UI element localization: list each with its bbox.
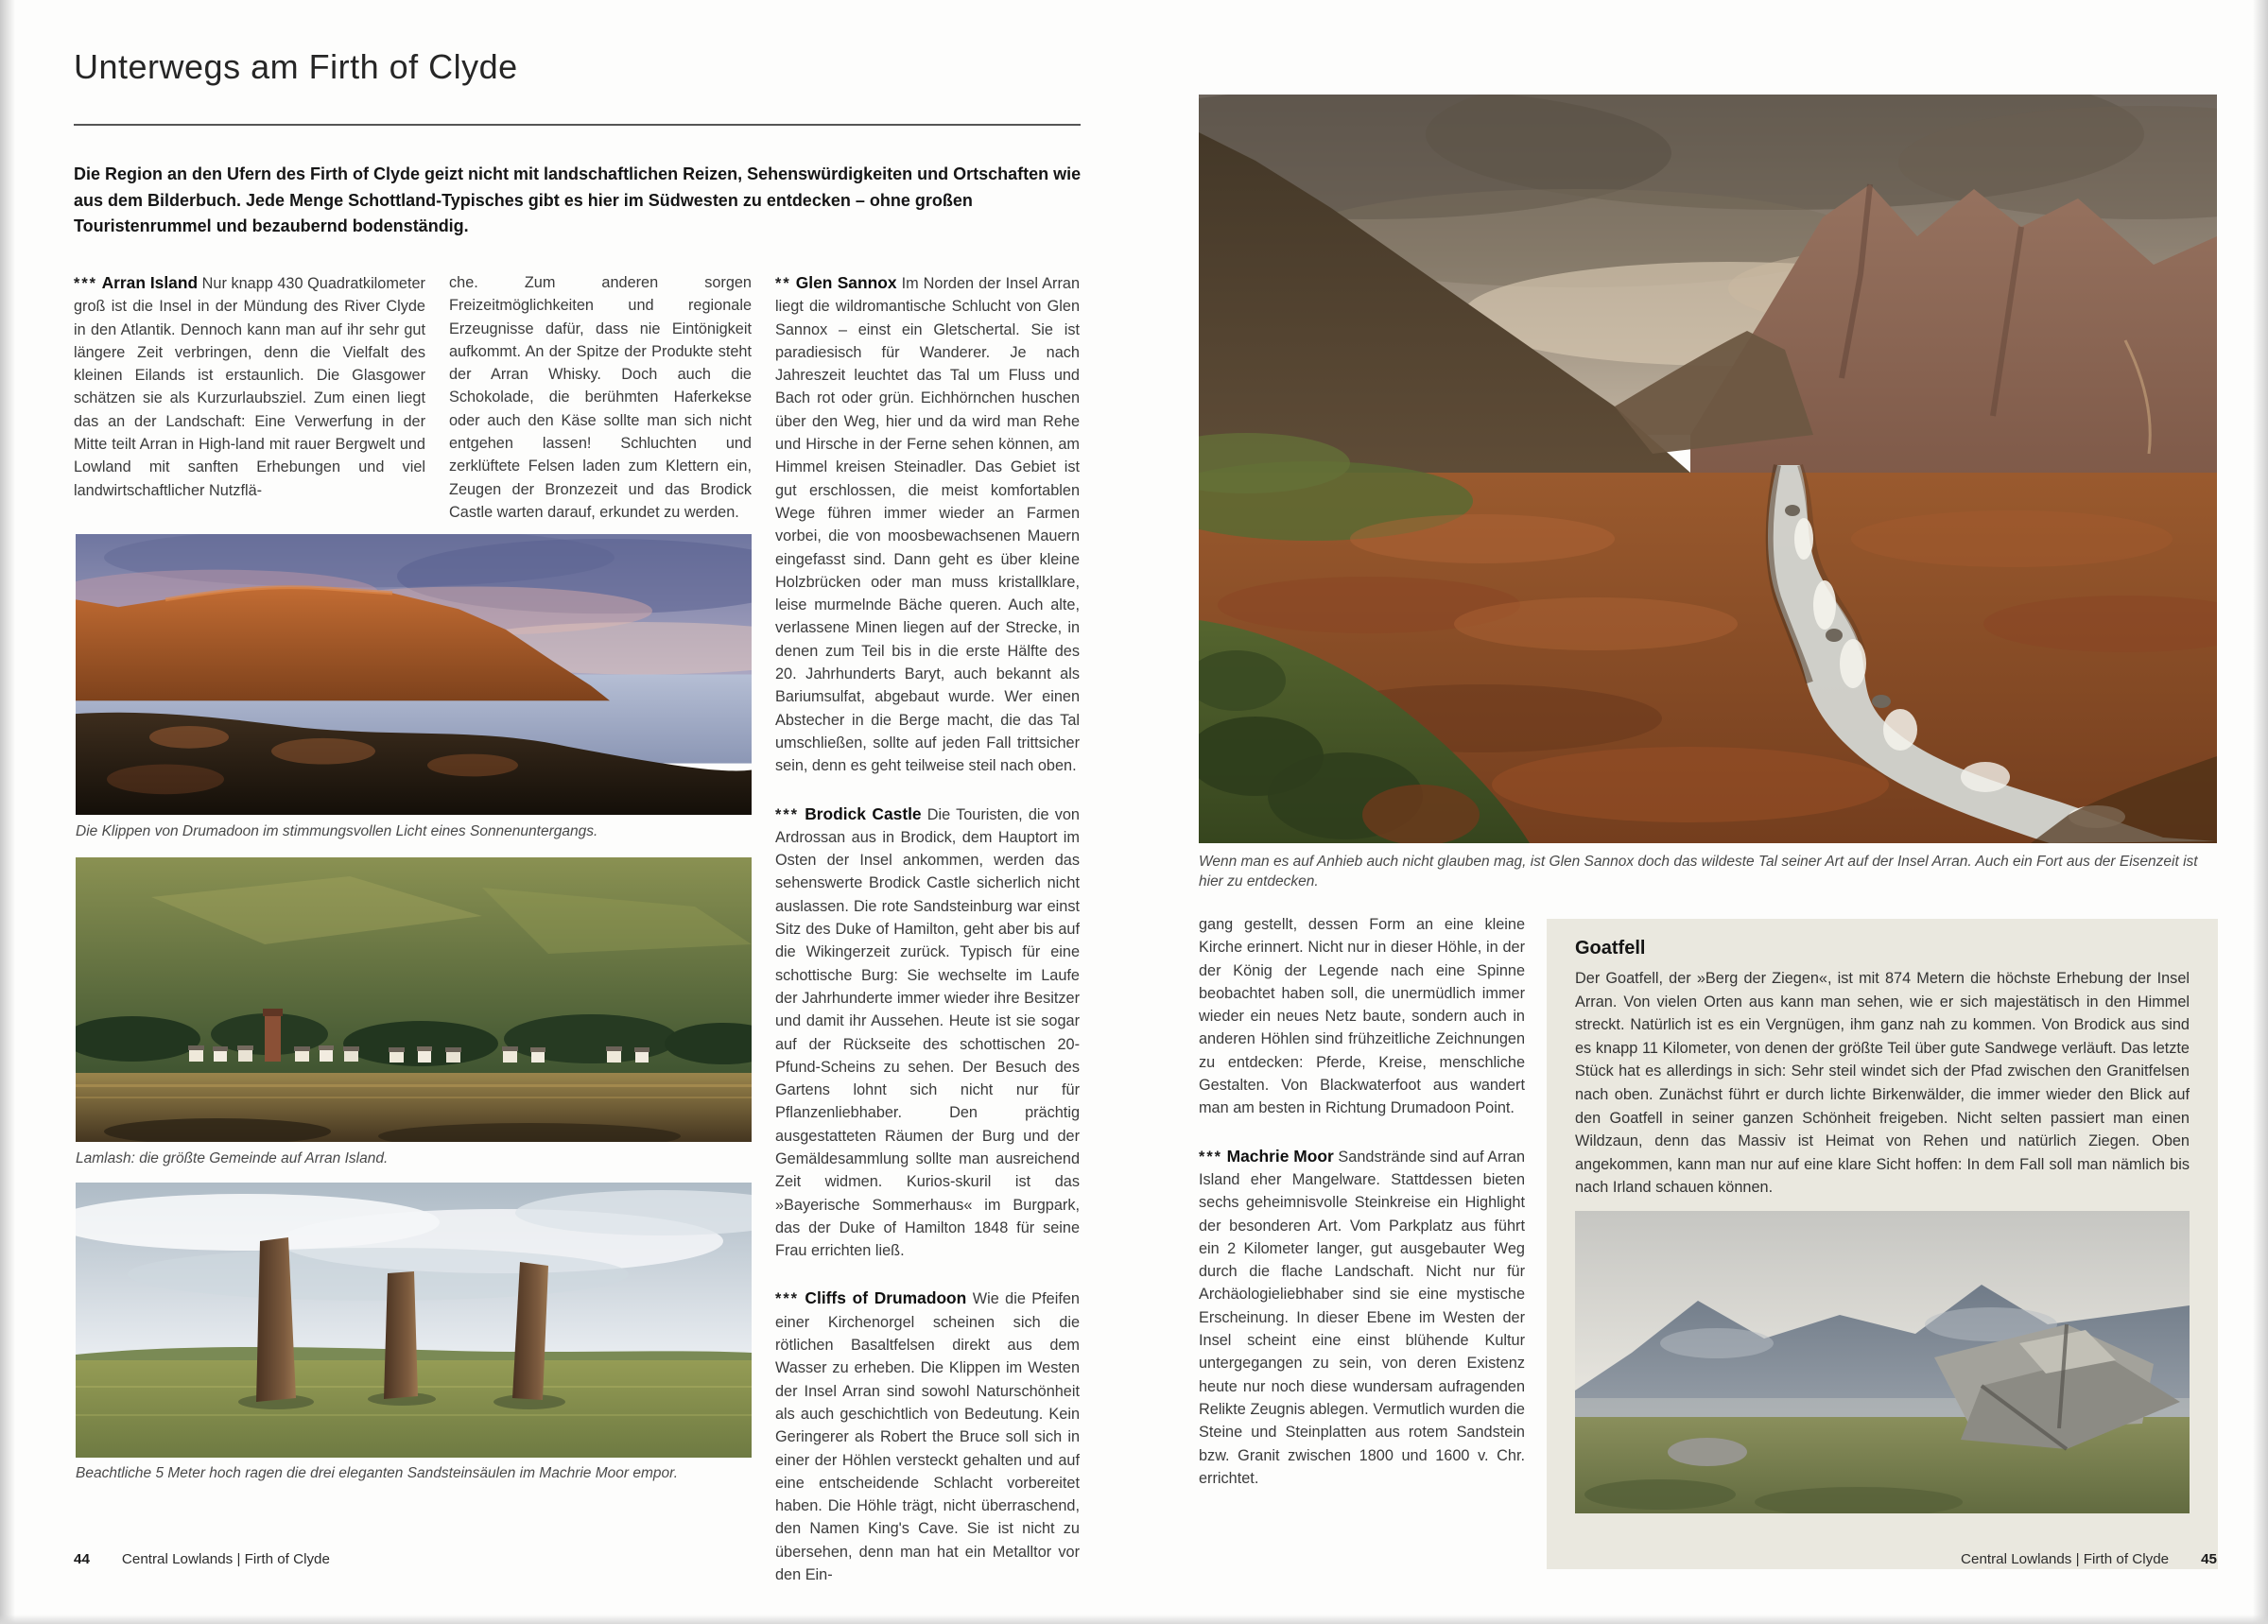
- box-text: Der Goatfell, der »Berg der Ziegen«, ist mit 874 Metern die höchste Erhebung der Insel Arran. Von vielen Orten aus kann man sehen, wie er sich majestätisch in den Himmel streckt. Natürlich ist es ein Vergnügen, ihm ganz nah zu kommen. Von Brodick aus sind es knapp 11 Kilometer, von denen der größte Teil über gute Sandwege verläuft. Das letzte Stück hat es allerdings in sich: Sehr steil windet sich der Pfad zwischen den Granitfelsen nach oben. Zunächst führt er durch lichte Birkenwälder, die immer wieder den Blick auf den Goatfell in seiner ganzen Schönheit freigeben. Nicht selten passiert man einen Wildzaun, denn das Massiv ist Heimat von Rehen und natürlich Ziegen. Oben angekommen, kann man nur auf eine klare Sicht hoffen: In dem Fall soll man nämlich bis nach Irland schauen können.: [1575, 970, 2190, 1197]
- article-brodick-castle: [775, 803, 1080, 1263]
- caption-machrie: Beachtliche 5 Meter hoch ragen die drei eleganten Sandsteinsäulen im Machrie Moor empor.: [76, 1465, 679, 1481]
- article-machrie-moor: [1199, 1145, 1525, 1490]
- page-number-left: 44: [74, 1551, 90, 1567]
- caption-lamlash: Lamlash: die größte Gemeinde auf Arran Island.: [76, 1150, 389, 1166]
- section-label-left: Central Lowlands | Firth of Clyde: [121, 1551, 330, 1567]
- article-text: Die Touristen, die von Ardrossan aus in Brodick, dem Hauptort im Osten der Insel ankommen, werden das sehenswerte Brodick Castle sicherlich nicht auslassen. Die rote Sandsteinburg war einst Sitz des Duke of Hamilton, geht aber bis auf die Wikingerzeit zurück. Typisch für eine schottische Burg: Sie wechselte im Laufe der Jahrhunderte immer wieder ihre Besitzer und damit ihr Aussehen. Heute ist sie sogar auf der Rückseite des schottischen 20-Pfund-Scheins zu sehen. Der Besuch des Gartens lohnt sich nicht nur für Pflanzenliebhaber. Den prächtig ausgestatteten Räumen der Burg und der Gemäldesammlung sollte man ausreichend Zeit widmen. Kurios-skuril ist das »Bayerische Sommerhaus« im Burgpark, das der Duke of Hamilton 1848 für seine Frau errichten ließ.: [775, 805, 1080, 1260]
- section-label-right: Central Lowlands | Firth of Clyde: [1961, 1551, 2170, 1567]
- caption-glen-sannox: Wenn man es auf Anhieb auch nicht glauben mag, ist Glen Sannox doch das wildeste Tal seiner Art auf der Insel Arran. Auch ein Fort aus der Eisenzeit ist hier zu entdecken.: [1199, 854, 2198, 890]
- article-text: Wie die Pfeifen einer Kirchenorgel scheinen sich die rötlichen Basaltfelsen direkt aus dem Wasser zu erheben. Die Klippen im Westen der Insel Arran sind sowohl Naturschönheit als auch geschichtlich von Bedeutung. Kein Geringerer als Robert the Bruce soll sich in einer der Höhlen versteckt gehalten und auf eine entscheidende Schlacht vorbereitet haben. Die Höhle trägt, nicht überraschend, den Namen King's Cave. Sie ist nicht zu übersehen, denn man hat ein Metalltor vor den Ein-: [775, 1290, 1080, 1584]
- photo-machrie-moor-stones-image: [76, 1183, 752, 1458]
- text-column-3: [775, 271, 1080, 1611]
- article-text: Nur knapp 430 Quadratkilometer groß ist die Insel in der Mündung des River Clyde in den Atlantik. Dennoch kann man auf ihr sehr gut längere Zeit verbringen, denn die Vielfalt des kleinen Eilands ist erstaunlich. Die Glasgower schätzen sie als Kurzurlaubsziel. Zum einen liegt das an der Landschaft: Eine Verwerfung in der Mitte teilt Arran in High-land mit rauer Bergwelt und Lowland mit sanften Erhebungen und viel landwirtschaftlicher Nutzflä-: [74, 275, 425, 499]
- rating-stars: ***: [74, 275, 98, 292]
- article-glen-sannox: [775, 271, 1080, 778]
- box-heading: Goatfell: [1575, 938, 1646, 959]
- rating-stars: ***: [775, 805, 800, 823]
- rating-stars: ***: [775, 1290, 800, 1308]
- text-column-2: [449, 271, 752, 548]
- rating-stars: ***: [1199, 1148, 1223, 1166]
- photo-goatfell-summit: [1575, 1211, 2190, 1513]
- article-kings-cave-continued: [1199, 913, 1525, 1120]
- page-edge-left: [0, 0, 15, 1624]
- photo-glen-sannox-valley-image: [1199, 95, 2217, 843]
- article-arran-island-continued: [449, 271, 752, 524]
- photo-goatfell-summit-image: [1575, 1211, 2190, 1513]
- article-heading: Cliffs of Drumadoon: [805, 1288, 967, 1308]
- article-text: Im Norden der Insel Arran liegt die wildromantische Schlucht von Glen Sannox – einst ein Gletschertal. Sie ist paradiesisch für Wanderer. Je nach Jahreszeit leuchtet das Tal um Fluss und Bach rot oder grün. Eichhörnchen huschen über den Weg, hier und da wird man Rehe und Hirsche in der Ferne sehen können, am Himmel kreisen Steinadler. Das Gebiet ist gut erschlossen, die meist komfortablen Wege führen immer wieder an Farmen vorbei, die von moosbewachsenen Mauern eingefasst sind. Dann geht es über kleine Holzbrücken oder man muss kristallklare, leise murmelnde Bäche queren. Auch alte, verlassene Minen liegen auf der Strecke, in denen zum Teil bis in die erste Hälfte des 20. Jahrhunderts Baryt, auch bekannt als Bariumsulfat, abgebaut wurde. Wer einen Abstecher in die Berge macht, die das Tal umschließen, sollte auf jeden Fall trittsicher sein, denn es geht teilweise steil nach oben.: [775, 275, 1080, 775]
- photo-lamlash-village-image: [76, 857, 752, 1142]
- article-text: che. Zum anderen sorgen Freizeitmöglichkeiten und regionale Erzeugnisse dafür, dass nie Eintönigkeit aufkommt. An der Spitze der Produkte steht der Arran Whisky. Doch auch die Schokolade, die berühmten Haferkekse oder auch den Käse sollte man sich nicht entgehen lassen! Schluchten und zerklüftete Felsen laden zum Klettern ein, Zeugen der Bronzezeit und das Brodick Castle warten darauf, erkundet zu werden.: [449, 274, 752, 521]
- article-cliffs-of-drumadoon: [775, 1287, 1080, 1586]
- article-heading: Brodick Castle: [805, 803, 922, 823]
- article-heading: Glen Sannox: [795, 273, 897, 292]
- page-number-right: 45: [2201, 1551, 2217, 1567]
- photo-drumadoon-cliffs: [76, 534, 752, 815]
- title-rule: [74, 124, 1081, 126]
- intro-paragraph: Die Region an den Ufern des Firth of Clyde geizt nicht mit landschaftlichen Reizen, Sehenswürdigkeiten und Ortschaften wie aus dem Bilderbuch. Jede Menge Schottland-Typisches gibt es hier im Südwesten zu entdecken – ohne großen Touristenrummel und bezaubernd bodenständig.: [74, 164, 1082, 235]
- rating-stars: **: [775, 275, 791, 292]
- goatfell-info-box: [1547, 919, 2218, 1569]
- article-heading: Arran Island: [101, 273, 199, 292]
- page-edge-right: [2253, 0, 2268, 1624]
- article-text: gang gestellt, dessen Form an eine kleine Kirche erinnert. Nicht nur in dieser Höhle, in der der König der Legende nach eine Spinne beobachtet haben soll, die unermüdlich immer wieder ein neues Netz baute, sondern auch in anderen Höhlen sind frühzeitliche Zeichnungen zu entdecken: Pferde, Kreise, menschliche Gestalten. Von Blackwaterfoot aus wandert man am besten in Richtung Drumadoon Point.: [1199, 916, 1525, 1117]
- caption-drumadoon: Die Klippen von Drumadoon im stimmungsvollen Licht eines Sonnenuntergangs.: [76, 823, 598, 839]
- article-text: Sandstrände sind auf Arran Island eher Mangelware. Stattdessen bieten sechs geheimnisvolle Steinkreise ein Highlight der besonderen Art. Vom Parkplatz aus führt ein 2 Kilometer langer, gut ausgebauter Weg durch die flache Landschaft. Nicht nur für Archäologieliebhaber sind sie eine mystische Erscheinung. In dieser Ebene im Westen der Insel scheint eine einst blühende Kultur untergegangen zu sein, von deren Existenz heute nur noch diese wundersam aufragenden Relikte Zeugnis ablegen. Vermutlich wurden die Steine und Steinplatten aus rotem Sandstein bzw. Granit zwischen 1800 und 1600 v. Chr. errichtet.: [1199, 1148, 1526, 1487]
- photo-glen-sannox-valley: [1199, 95, 2217, 843]
- photo-drumadoon-cliffs-image: [76, 534, 752, 815]
- photo-lamlash-village: [76, 857, 752, 1142]
- article-arran-island: [74, 271, 425, 502]
- text-column-1: [74, 271, 425, 527]
- footer-left: [74, 1551, 330, 1567]
- page-title: Unterwegs am Firth of Clyde: [74, 47, 518, 86]
- page-edge-bottom: [0, 1615, 2268, 1624]
- article-heading: Machrie Moor: [1226, 1146, 1334, 1166]
- text-column-4: [1199, 913, 1525, 1514]
- footer-right: [1961, 1551, 2217, 1567]
- photo-machrie-moor-stones: [76, 1183, 752, 1458]
